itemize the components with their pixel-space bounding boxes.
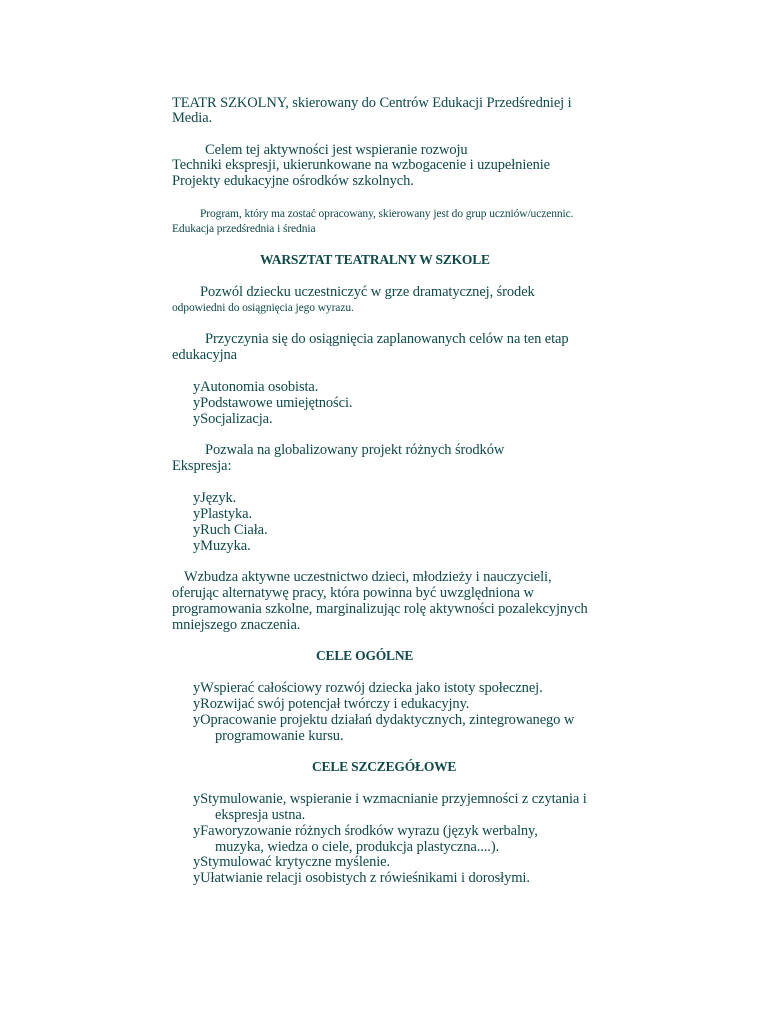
heading-specific: CELE SZCZEGÓŁOWE (312, 759, 457, 774)
list-item: yRuch Ciała. (193, 522, 268, 538)
program-line-1: Program, który ma zostać opracowany, skierowany jest do grup uczniów/uczennic. (200, 208, 574, 220)
heading-workshop: WARSZTAT TEATRALNY W SZKOLE (260, 252, 490, 267)
list-item: yUłatwianie relacji osobistych z rówieśnikami i dorosłymi. (193, 870, 530, 886)
global-line-2: Ekspresja: (172, 458, 232, 474)
goal-line-3: Projekty edukacyjne ośrodków szkolnych. (172, 173, 414, 189)
program-line-2: Edukacja przedśrednia i średnia (172, 223, 316, 235)
list-item-continuation: programowanie kursu. (215, 728, 344, 744)
global-line-1: Pozwala na globalizowany projekt różnych środków (205, 442, 505, 458)
reason-line-2: edukacyjna (172, 347, 238, 363)
goal-line-1: Celem tej aktywności jest wspieranie rozwoju (205, 142, 468, 158)
list-item: yOpracowanie projektu działań dydaktycznych, zintegrowanego w (193, 712, 575, 728)
reason-line-1: Przyczynia się do osiągnięcia zaplanowanych celów na ten etap (205, 331, 569, 347)
list-item: yRozwijać swój potencjał twórczy i edukacyjny. (193, 696, 470, 712)
list-item: ySocjalizacja. (193, 411, 273, 427)
intro-line-2: Media. (172, 110, 213, 126)
list-item: yPlastyka. (193, 506, 253, 522)
participation-line-2: oferując alternatywę pracy, która powinna być uwzględniona w (172, 585, 534, 601)
list-item: yStymulować krytyczne myślenie. (193, 854, 391, 870)
goal-line-2: Techniki ekspresji, ukierunkowane na wzbogacenie i uzupełnienie (172, 157, 551, 173)
list-item-continuation: muzyka, wiedza o ciele, produkcja plastyczna....). (215, 839, 500, 855)
list-item: yStymulowanie, wspieranie i wzmacnianie przyjemności z czytania i (193, 791, 587, 807)
list-item: yPodstawowe umiejętności. (193, 395, 353, 411)
list-item: yJęzyk. (193, 490, 237, 506)
heading-general: CELE OGÓLNE (316, 648, 414, 663)
list-item: yFaworyzowanie różnych środków wyrazu (język werbalny, (193, 823, 538, 839)
participation-line-4: mniejszego znaczenia. (172, 617, 301, 633)
list-item-continuation: ekspresja ustna. (215, 807, 306, 823)
participation-line-1: Wzbudza aktywne uczestnictwo dzieci, młodzieży i nauczycieli, (184, 569, 552, 585)
allow-line-2: odpowiedni do osiągnięcia jego wyrazu. (172, 302, 354, 314)
participation-line-3: programowania szkolne, marginalizując rolę aktywności pozalekcyjnych (172, 601, 588, 617)
intro-line-1: TEATR SZKOLNY, skierowany do Centrów Edukacji Przedśredniej i (172, 95, 572, 111)
list-item: yWspierać całościowy rozwój dziecka jako istoty społecznej. (193, 680, 543, 696)
list-item: yMuzyka. (193, 538, 251, 554)
list-item: yAutonomia osobista. (193, 379, 319, 395)
allow-line-1: Pozwól dziecku uczestniczyć w grze dramatycznej, środek (200, 284, 535, 300)
